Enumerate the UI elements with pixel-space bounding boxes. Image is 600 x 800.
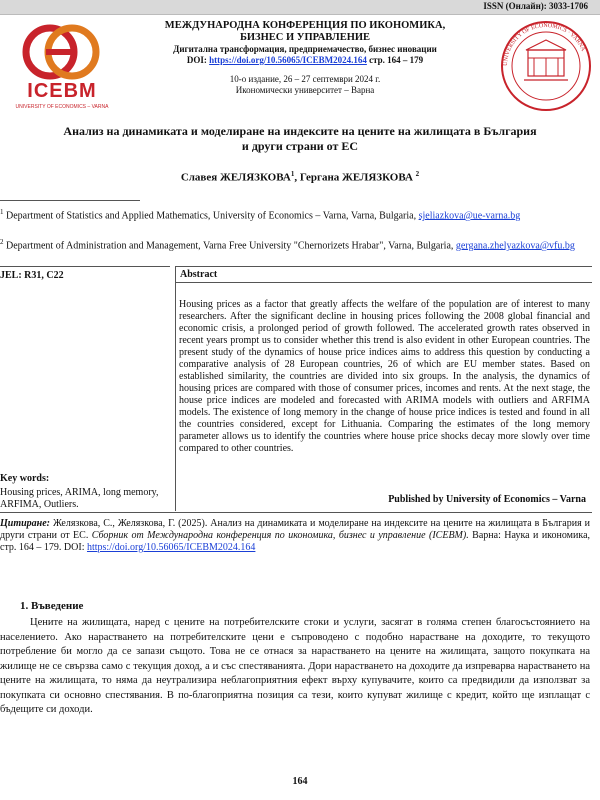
abstract-box — [175, 266, 592, 511]
jel-keywords-column — [0, 266, 170, 511]
conference-doi-link[interactable]: https://doi.org/10.56065/ICEBM2024.164 — [209, 55, 367, 65]
citation — [0, 518, 590, 554]
published-by: Published by University of Economics – Varna — [388, 494, 586, 505]
citation-text-2: Варна: Наука и икономика, стр. 164 – 179. DOI: — [0, 530, 591, 553]
affiliation-2 — [0, 236, 590, 252]
abstract-text: Housing prices as a factor that greatly affects the welfare of the population are of interest to many researchers. After the significant decline in housing prices following the 2008 global financial and economic crisis, a prolonged period of growth followed. The accelerated growth rates observed in recent years prompt us to consider whether this trend is also evident in other European countries. The present study of the dynamics of house price indices aims to address this question by conducting a comparative analysis of 28 European countries, 26 of which are EU member states. Based on established similarity, the countries are divided into six groups. In the analysis, the dynamics of housing prices are compared with those of consumer prices, incomes and rents. At the next stage, the house price indices are modeled and forecasted with ARIMA models with outliers and ARFIMA models. The existence of long memory in the change of house price indices is tested and found in all the countries considered, except for Lithuania. Comparing the estimates of the long memory parameter allows us to identify the countries where house price shocks decay more slowly over time compared to other countries. — [179, 299, 590, 454]
conference-title-1: МЕЖДУНАРОДНА КОНФЕРЕНЦИЯ ПО ИКОНОМИКА, — [164, 20, 446, 31]
svg-text:UNIVERSITY OF ECONOMICS · VARN — [503, 23, 586, 66]
affiliation-2-email[interactable]: gergana.zhelyazkova@vfu.bg — [455, 240, 575, 252]
keywords-text: Housing prices, ARIMA, long memory, ARFIMA, Outliers. — [0, 487, 159, 510]
affiliation-2-sup: 2 — [0, 238, 4, 246]
author-2: Гергана ЖЕЛЯЗКОВА — [299, 171, 413, 184]
affiliation-divider — [0, 200, 140, 201]
icebm-logo — [6, 22, 118, 112]
issn-bar — [0, 0, 600, 15]
conference-header — [120, 20, 490, 96]
abstract-heading: Abstract — [176, 267, 592, 283]
conference-subtitle: Дигитална трансформация, предприемачество, бизнес иновации — [173, 44, 437, 54]
paper-title — [20, 124, 580, 154]
affiliation-1-sup: 1 — [0, 208, 4, 216]
logo-subtitle: UNIVERSITY OF ECONOMICS – VARNA — [15, 104, 109, 110]
keywords-label: Key words: — [0, 473, 50, 484]
jel-codes: JEL: R31, C22 — [0, 270, 64, 281]
paper-title-line-2: и други страни от ЕС — [241, 139, 359, 153]
author-1: Славея ЖЕЛЯЗКОВА — [180, 171, 291, 184]
paper-title-line-1: Анализ на динамиката и моделиране на индексите на цените на жилищата в България — [63, 124, 537, 138]
university-seal — [498, 18, 594, 114]
affiliation-2-text: Department of Administration and Management, Varna Free University "Chernorizets Hrabar", Varna, Bulgaria, — [6, 240, 454, 252]
author-separator: , — [294, 171, 300, 184]
doi-label: DOI: — [186, 55, 207, 65]
conference-edition: 10-о издание, 26 – 27 септември 2024 г. — [229, 74, 381, 84]
section-heading: 1. Въведение — [20, 600, 84, 612]
citation-doi-link[interactable]: https://doi.org/10.56065/ICEBM2024.164 — [86, 542, 256, 553]
affiliation-1-email[interactable]: sjeliazkova@ue-varna.bg — [418, 210, 521, 222]
citation-text-1: Желязкова, С., Желязкова, Г. (2025). Анализ на динамиката и моделиране на индексите на цените на жилищата в България и други страни от ЕС. — [0, 518, 590, 541]
university-seal-icon — [498, 18, 594, 114]
page-number: 164 — [292, 776, 308, 787]
citation-italic: Сборник от Международна конференция по икономика, бизнес и управление (ICEBM). — [91, 530, 469, 541]
seal-text: UNIVERSITY OF ECONOMICS · VARNA — [502, 22, 586, 67]
authors — [20, 170, 580, 184]
conference-title-2: БИЗНЕС И УПРАВЛЕНИЕ — [239, 32, 371, 43]
affiliation-1 — [0, 206, 590, 222]
issn-text: ISSN (Онлайн): 3033-1706 — [483, 1, 588, 11]
author-2-sup: 2 — [415, 170, 420, 178]
icebm-logo-icon — [6, 22, 118, 82]
conference-doi-line — [120, 55, 490, 66]
citation-divider — [0, 512, 592, 513]
affiliation-1-text: Department of Statistics and Applied Mathematics, University of Economics – Varna, Varna, Bulgaria, — [6, 210, 417, 222]
logo-brand: ICEBM — [27, 80, 97, 102]
citation-label: Цитиране: — [0, 518, 50, 529]
author-1-sup: 1 — [290, 170, 295, 178]
intro-paragraph: Цените на жилищата, наред с цените на потребителските стоки и услуги, засягат в голяма степен благосъстоянието на населението. Ако нарастването на потребителските цени е съпроводено с подобно нарастване на доходите, то текущото потребление би могло да се запази същото. Това не се отнася за нарастването на цените на жилищата, защото покупката на жилище не се свързва само с текущия доход, а и със спестяванията. Дори нарастването на доходите да изпреварва нарастването на цените на жилищата, то няма да неутрализира неблагоприятния ефект върху купувачите, които са предвидили да използват за покупката си основно спестявания. В по-благоприятна позиция са тези, които купуват жилище с кредит, който ще изплащат с бъдещите си доходи. — [0, 617, 590, 715]
conference-pages: стр. 164 – 179 — [369, 55, 424, 65]
conference-venue: Икономически университет – Варна — [235, 85, 375, 95]
